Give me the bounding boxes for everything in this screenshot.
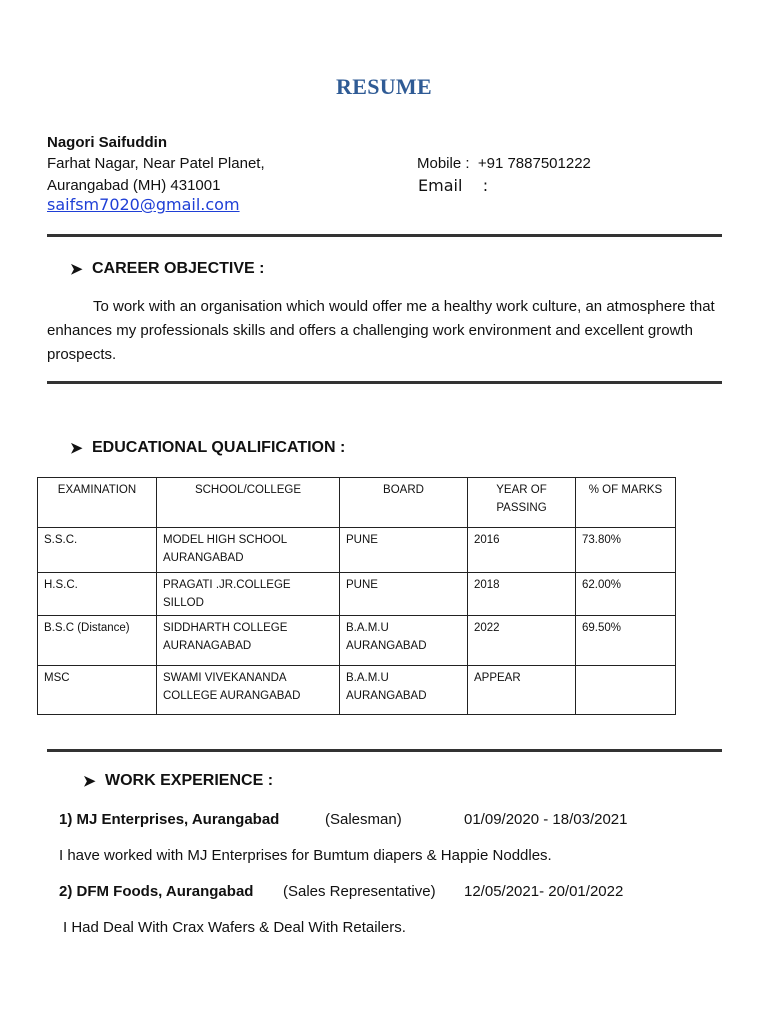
education-heading — [70, 439, 345, 457]
table-cell: APPEAR — [468, 666, 576, 715]
email-label: Email : — [418, 176, 489, 195]
career-objective-text: To work with an organisation which would offer me a healthy work culture, an atmosphere that enhances my professionals skills and offers a challenging work environment and excellent growth prospects. — [47, 298, 715, 363]
table-cell: B.S.C (Distance) — [38, 616, 157, 666]
arrow-bullet-icon: ➤ — [70, 261, 83, 278]
job-1-role: (Salesman) — [325, 811, 402, 828]
table-cell: H.S.C. — [38, 573, 157, 616]
table-cell: SWAMI VIVEKANANDA COLLEGE AURANGABAD — [157, 666, 340, 715]
table-cell: PUNE — [340, 573, 468, 616]
mobile-number: Mobile : +91 7887501222 — [417, 155, 591, 172]
table-cell: 69.50% — [576, 616, 676, 666]
table-cell: 73.80% — [576, 528, 676, 573]
table-cell: PUNE — [340, 528, 468, 573]
address-line-1: Farhat Nagar, Near Patel Planet, — [47, 155, 265, 172]
table-cell: 2016 — [468, 528, 576, 573]
table-cell: SIDDHARTH COLLEGE AURANAGABAD — [157, 616, 340, 666]
table-cell: S.S.C. — [38, 528, 157, 573]
table-row — [38, 616, 676, 666]
col-header: YEAR OF PASSING — [468, 478, 576, 528]
table-cell: 62.00% — [576, 573, 676, 616]
table-cell: MODEL HIGH SCHOOL AURANGABAD — [157, 528, 340, 573]
job-1-description: I have worked with MJ Enterprises for Bumtum diapers & Happie Noddles. — [59, 847, 552, 864]
job-2-description: I Had Deal With Crax Wafers & Deal With Retailers. — [63, 919, 406, 936]
education-table — [37, 477, 676, 715]
job-2-dates: 12/05/2021- 20/01/2022 — [464, 883, 624, 900]
work-heading-text: WORK EXPERIENCE : — [105, 772, 274, 789]
education-heading-text: EDUCATIONAL QUALIFICATION : — [92, 439, 346, 456]
table-row — [38, 573, 676, 616]
divider — [47, 381, 722, 385]
table-cell: PRAGATI .JR.COLLEGE SILLOD — [157, 573, 340, 616]
candidate-name: Nagori Saifuddin — [47, 134, 167, 151]
job-2-role: (Sales Representative) — [283, 883, 436, 900]
job-1-dates: 01/09/2020 - 18/03/2021 — [464, 811, 628, 828]
table-cell: MSC — [38, 666, 157, 715]
table-row — [38, 666, 676, 715]
arrow-bullet-icon: ➤ — [70, 440, 83, 457]
divider — [47, 749, 722, 753]
table-cell — [576, 666, 676, 715]
address-line-2: Aurangabad (MH) 431001 — [47, 177, 221, 194]
col-header: % OF MARKS — [576, 478, 676, 528]
work-experience-heading — [83, 772, 273, 790]
table-cell: 2022 — [468, 616, 576, 666]
col-header: SCHOOL/COLLEGE — [157, 478, 340, 528]
job-2-company: 2) DFM Foods, Aurangabad — [59, 883, 254, 900]
career-heading-text: CAREER OBJECTIVE : — [92, 260, 265, 277]
email-link[interactable]: saifsm7020@gmail.com — [47, 195, 240, 214]
career-objective-heading — [70, 260, 264, 278]
table-row — [38, 528, 676, 573]
arrow-bullet-icon: ➤ — [83, 773, 96, 790]
table-header-row — [38, 478, 676, 528]
table-cell: B.A.M.U AURANGABAD — [340, 616, 468, 666]
divider — [47, 234, 722, 238]
job-1-company: 1) MJ Enterprises, Aurangabad — [59, 811, 280, 828]
table-cell: B.A.M.U AURANGABAD — [340, 666, 468, 715]
col-header: BOARD — [340, 478, 468, 528]
col-header: EXAMINATION — [38, 478, 157, 528]
resume-title: RESUME — [336, 74, 432, 99]
table-cell: 2018 — [468, 573, 576, 616]
